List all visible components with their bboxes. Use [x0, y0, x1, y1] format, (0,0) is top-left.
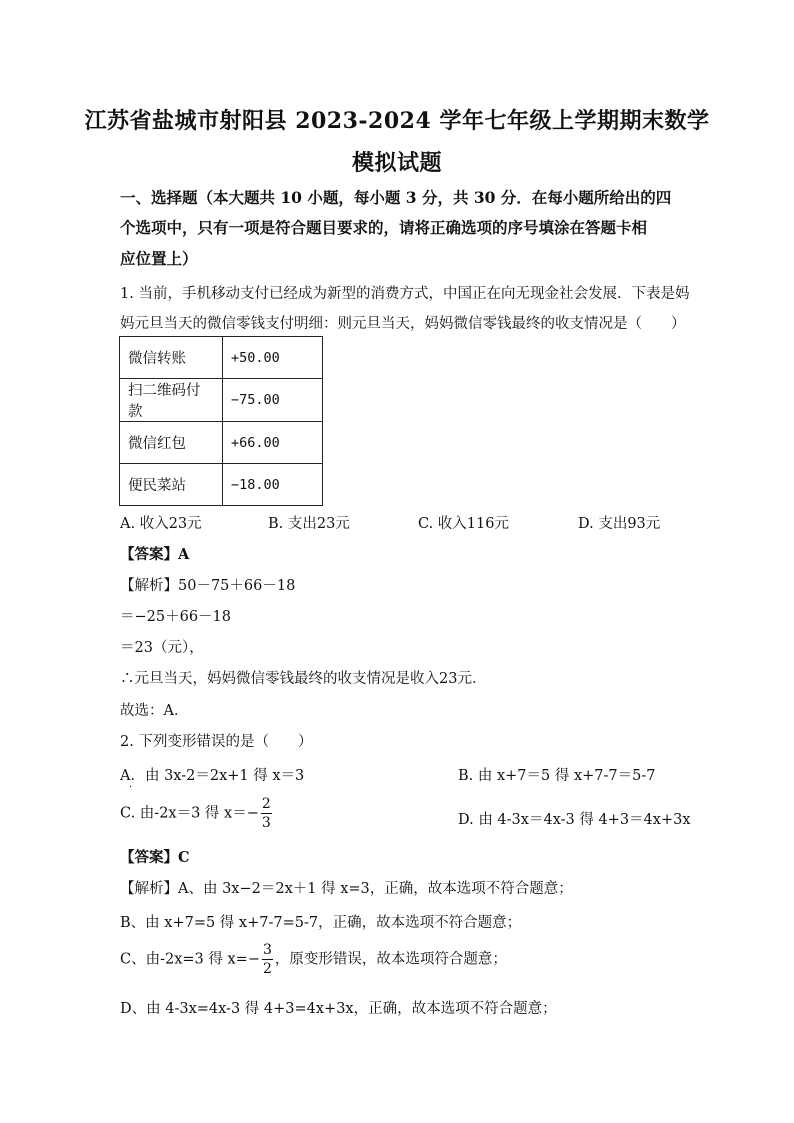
table-cell: 便民菜站: [120, 464, 223, 506]
fraction-denominator: 3: [261, 815, 271, 831]
question-2-option-b: B. 由 x+7＝5 得 x+7-7＝5-7: [458, 768, 656, 784]
question-2-analysis-a: 【解析】A、由 3x−2＝2x＋1 得 x=3，正确，故本选项不符合题意；: [120, 881, 573, 897]
question-1-analysis-line1: 【解析】50－75＋66－18: [120, 578, 296, 594]
option-c-text: C. 由-2x＝3 得 x＝−: [120, 805, 259, 822]
section-heading-line3: 应位置上）: [120, 249, 198, 268]
question-2-answer: 【答案】C: [120, 849, 190, 866]
question-2-stem: 2. 下列变形错误的是（ ）: [120, 734, 313, 750]
page-title-line2: 模拟试题: [351, 150, 442, 176]
question-1-option-a: A. 收入23元: [120, 516, 202, 532]
payment-table: [119, 336, 323, 506]
question-2-analysis-b: B、由 x+7=5 得 x+7-7=5-7，正确，故本选项不符合题意；: [120, 915, 522, 931]
fraction: [262, 943, 273, 976]
question-1-stem-line2: 妈元旦当天的微信零钱支付明细：则元旦当天，妈妈微信零钱最终的收支情况是（ ）: [120, 316, 686, 332]
table-row: [120, 337, 323, 379]
table-cell: 微信红包: [120, 422, 223, 464]
table-row: [120, 379, 323, 422]
question-1-option-d: D. 支出93元: [578, 516, 661, 532]
question-2-option-a: A．由 3x-2＝2x+1 得 x＝3: [120, 768, 305, 784]
analysis-c-text: C、由-2x=3 得 x=−: [120, 951, 260, 968]
fraction: [261, 797, 272, 830]
section-heading-line1: 一、选择题（本大题共 10 小题，每小题 3 分，共 30 分．在每小题所给出的四: [120, 188, 672, 207]
table-cell: +66.00: [223, 422, 323, 464]
question-1-analysis-line5: 故选：A．: [120, 703, 189, 719]
question-2-analysis-c: [120, 943, 507, 976]
question-1-analysis-line2: ＝−25＋66－18: [120, 609, 232, 625]
option-a-dot-mark: ·: [129, 782, 133, 793]
question-2-analysis-d: D、由 4-3x=4x-3 得 4+3=4x+3x，正确，故本选项不符合题意；: [120, 1001, 557, 1017]
table-row: [120, 464, 323, 506]
table-cell: 扫二维码付款: [120, 379, 223, 422]
section-heading-line2: 个选项中，只有一项是符合题目要求的，请将正确选项的序号填涂在答题卡相: [120, 218, 648, 237]
analysis-c-conclusion: ，原变形错误，故本选项符合题意；: [274, 951, 507, 968]
table-cell: −75.00: [223, 379, 323, 422]
table-cell: 微信转账: [120, 337, 223, 379]
table-cell: −18.00: [223, 464, 323, 506]
page-title-line1: 江苏省盐城市射阳县 2023-2024 学年七年级上学期期末数学: [84, 108, 710, 134]
question-1-option-b: B. 支出23元: [268, 516, 350, 532]
question-1-option-c: C. 收入116元: [418, 516, 509, 532]
question-2-option-c: [120, 797, 274, 830]
question-2-option-d: D. 由 4-3x＝4x-3 得 4+3＝4x+3x: [458, 812, 691, 828]
fraction-numerator: 3: [262, 942, 272, 958]
question-1-analysis-line4: ∴元旦当天，妈妈微信零钱最终的收支情况是收入23元．: [120, 671, 487, 687]
question-1-answer: 【答案】A: [120, 546, 190, 563]
question-1-analysis-line3: ＝23（元），: [120, 640, 204, 656]
fraction-denominator: 2: [262, 961, 272, 977]
table-cell: +50.00: [223, 337, 323, 379]
table-row: [120, 422, 323, 464]
question-1-stem-line1: 1. 当前，手机移动支付已经成为新型的消费方式，中国正在向无现金社会发展．下表是妈: [120, 286, 690, 302]
fraction-numerator: 2: [261, 796, 271, 812]
